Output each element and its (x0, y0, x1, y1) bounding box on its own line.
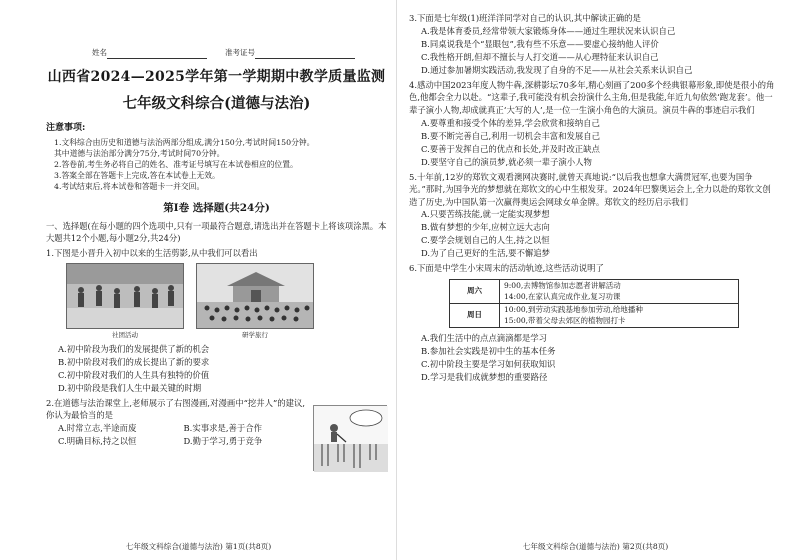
q1-option-c[interactable]: C.初中阶段对我们的人生具有独特的价值 (58, 369, 210, 380)
question-4-stem: 4.感动中国2023年度人物牛犇,深耕影坛70多年,精心刻画了200多个经典银幕形象,即使是很小的角色,他都会全力以赴。“这辈子,我可能没有机会扮演什么主角,但是我能,年近九旬依然‘跑龙套’。他一辈子演小人物,却成就真正‘大写的人’,是一位一生演小角色的大演员。演员牛犇的事迹启示我们 (409, 79, 775, 115)
schedule-day: 周六 (450, 280, 500, 304)
q1-option-b[interactable]: B.初中阶段对我们的成长提出了新的要求 (58, 356, 210, 367)
q2-option-a[interactable]: A.时常立志,半途而废 (58, 422, 137, 433)
question-1-photos (66, 263, 387, 340)
q5-option-d[interactable]: D.为了自己更好的生活,要不懈追梦 (421, 248, 550, 259)
club-activity-image (66, 263, 184, 329)
table-row (450, 304, 739, 328)
photo-caption: 社团活动 (112, 331, 138, 340)
schedule-line: 14:00,在家认真完成作业,复习功课 (504, 291, 621, 301)
name-field[interactable]: 姓名 (92, 48, 207, 59)
question-2 (46, 397, 387, 448)
q4-option-c[interactable]: C.要善于发挥自己的优点和长处,并及时改正缺点 (421, 143, 600, 154)
schedule-line: 9:00,去博物馆参加志愿者讲解活动 (504, 281, 621, 291)
well-digger-cartoon-image (313, 405, 387, 471)
q6-option-a[interactable]: A.我们生活中的点点滴滴都是学习 (421, 333, 547, 344)
q2-option-d[interactable]: D.勤于学习,勇于竞争 (183, 435, 263, 446)
q4-option-b[interactable]: B.要不断完善自己,利用一切机会丰富和发展自己 (421, 130, 600, 141)
q1-option-d[interactable]: D.初中阶段是我们人生中最关键的时期 (58, 382, 202, 393)
q3-option-d[interactable]: D.通过参加暑期实践活动,我发现了自身的不足——从社会关系来认识自己 (421, 64, 693, 75)
schedule-entries (500, 280, 739, 304)
q5-option-c[interactable]: C.要学会规划自己的人生,持之以恒 (421, 235, 550, 246)
q1-option-a[interactable]: A.初中阶段为我们的发展提供了新的机会 (58, 343, 210, 354)
note-item: 2.答卷前,考生务必将自己的姓名、准考证号填写在本试卷相应的位置。 (54, 160, 298, 170)
q2-option-b[interactable]: B.实事求是,善于合作 (183, 422, 262, 433)
q5-option-b[interactable]: B.做有梦想的少年,应树立远大志向 (421, 222, 550, 233)
q3-option-c[interactable]: C.我性格开朗,但却不擅长与人打交道——从心理特征来认识自己 (421, 51, 659, 62)
right-page (397, 0, 794, 560)
q3-option-a[interactable]: A.我是体育委员,经常带领大家锻炼身体——通过生理状况来认识自己 (421, 25, 676, 36)
study-trip-image (196, 263, 314, 329)
q6-option-d[interactable]: D.学习是我们成就梦想的重要路径 (421, 372, 548, 383)
note-item: 其中道德与法治部分满分75分,考试时间70分钟。 (54, 149, 225, 159)
note-item: 3.答案全部在答题卡上完成,答在本试卷上无效。 (54, 171, 220, 181)
page-footer-right: 七年级文科综合(道德与法治) 第2页(共8页) (522, 542, 669, 551)
q4-option-d[interactable]: D.要坚守自己的演员梦,就必须一辈子演小人物 (421, 156, 592, 167)
schedule-day: 周日 (450, 304, 500, 328)
photo-study-trip (196, 263, 314, 340)
q6-option-b[interactable]: B.参加社会实践是初中生的基本任务 (421, 346, 556, 357)
notes-heading: 注意事项: (46, 123, 86, 134)
question-3-stem: 3.下面是七年级(1)班洋洋同学对自己的认识,其中解读正确的是 (409, 13, 641, 23)
schedule-line: 15:00,带着父母去郊区的植物园打卡 (504, 315, 626, 325)
photo-club (66, 263, 184, 340)
q5-option-a[interactable]: A.只要苦练技能,就一定能实现梦想 (421, 209, 550, 220)
section-title: 第Ⅰ卷 选择题(共24分) (163, 201, 270, 214)
ticket-field[interactable]: 准考证号 (225, 48, 355, 59)
note-item: 1.文科综合由历史和道德与法治两部分组成,满分150分,考试时间150分钟。 (54, 138, 315, 148)
q3-option-b[interactable]: B.同桌说我是个“显眼包”,我有些不乐意——要虚心接纳他人评价 (421, 38, 659, 49)
question-5-stem: 5.十年前,12岁的郑钦文观看澳网决赛时,就曾天真地说:“以后我也想拿大满贯冠军,也要为国争光。”那时,为国争光的梦想就在郑钦文的心中生根发芽。2024年巴黎奥运会上,全力以赴的郑钦文创造了历史,为中国队第一次赢得奥运会网球女单金牌。郑钦文的经历启示我们 (409, 171, 771, 207)
photo-caption: 研学旅行 (242, 331, 268, 340)
question-1-stem: 1.下图是小晋升入初中以来的生活剪影,从中我们可以看出 (46, 247, 258, 258)
question-6-stem: 6.下面是中学生小宋周末的活动轨迹,这些活动说明了 (409, 263, 604, 274)
schedule-line: 10:00,到劳动实践基地参加劳动,给地播种 (504, 305, 643, 315)
page-footer-left: 七年级文科综合(道德与法治) 第1页(共8页) (125, 542, 272, 551)
weekend-schedule-table (449, 279, 739, 328)
exam-title: 山西省2024—2025学年第一学期期中教学质量监测 (47, 68, 386, 85)
section-intro: 一、选择题(在每小题的四个选项中,只有一项最符合题意,请选出并在答题卡上将该项涂黑。本大题共12个小题,每小题2分,共24分) (46, 220, 387, 244)
exam-subtitle: 七年级文科综合(道德与法治) (122, 95, 311, 113)
q4-option-a[interactable]: A.要尊重和接受个体的差异,学会欣赏和接纳自己 (421, 117, 600, 128)
name-ticket-bar (92, 48, 387, 59)
question-2-stem: 2.在道德与法治课堂上,老师展示了右图漫画,对漫画中“挖井人”的建议,你认为最恰当的是 (46, 397, 306, 421)
q6-option-c[interactable]: C.初中阶段主要是学习如何获取知识 (421, 359, 556, 370)
schedule-entries (500, 304, 739, 328)
note-item: 4.考试结束后,将本试卷和答题卡一并交回。 (54, 182, 205, 192)
q2-option-c[interactable]: C.明确目标,持之以恒 (58, 435, 137, 446)
table-row (450, 280, 739, 304)
